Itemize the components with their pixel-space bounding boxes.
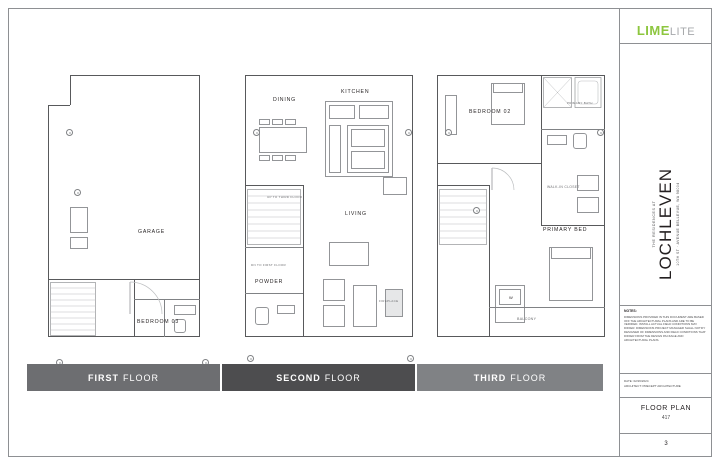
- meta-block: [624, 379, 708, 388]
- room-label-powder: POWDER: [255, 279, 284, 285]
- room-label-bedroom-03: BEDROOM 03: [137, 319, 180, 325]
- door-swing-third-floor: [491, 167, 515, 191]
- floor-bar-first: [27, 364, 220, 391]
- room-label-kitchen: KITCHEN: [341, 89, 370, 95]
- range-fixture: [329, 105, 355, 119]
- room-label-dining: DINING: [273, 97, 296, 103]
- sofa: [353, 285, 377, 327]
- rug-area: [329, 242, 369, 266]
- armchair: [323, 279, 345, 301]
- annotation-washer: W: [509, 295, 514, 300]
- room-label-living: LIVING: [345, 211, 367, 217]
- room-label-walk-in-closet: WALK-IN CLOSET: [547, 185, 580, 189]
- architect-label: ARCHITECT:: [624, 383, 642, 388]
- architect-value: PRECEPT ARCHITECTURE: [642, 383, 681, 388]
- stair-first-floor: [50, 282, 96, 336]
- date-value: 02/26/2024: [633, 379, 649, 383]
- room-label-bedroom-02: BEDROOM 02: [469, 109, 512, 115]
- floor-bar-third-light: FLOOR: [510, 372, 547, 383]
- logo-secondary-text: LITE: [669, 26, 696, 38]
- annotation-fireplace: FIREPLACE: [379, 299, 399, 303]
- vanity-fixture: [547, 135, 567, 145]
- annotation-dn-to-first: DN TO FIRST FLOOR: [251, 263, 286, 267]
- annotation-up-to-third: UP TO THIRD FLOOR: [267, 195, 303, 199]
- sheet-number: 3: [664, 441, 668, 447]
- annotation-primary-bath: PRIMARY BATH: [567, 101, 593, 105]
- floor-plans-area: [9, 9, 609, 456]
- titleblock-divider: [620, 305, 712, 306]
- first-floor-plan: [34, 67, 214, 337]
- floor-bar-second: [222, 364, 415, 391]
- logo-primary-text: LIME: [636, 23, 670, 38]
- floor-bar-first-light: FLOOR: [122, 372, 159, 383]
- room-label-garage: GARAGE: [138, 229, 165, 235]
- toilet-fixture: [255, 307, 269, 325]
- kitchen-island: [329, 125, 341, 173]
- third-floor-plan: [429, 67, 611, 337]
- notes-body: DIMENSIONS PROVIDED IN THIS DOCUMENT ARE BASED OFF THE ARCHITECTURAL PLANS AND ARE TO BE VERIFIED. INSTALL ACTUAL FIELD CONDITIONS MAY DIFFER. DIMENSIONS PROJECT MANAGER SHALL NOTIFY DESIGNER OF DIMENSIONS AND FIELD CONDITIONS THAT DIFFER FROM THE DESIGN PACKAGE AND ARCHITECTURAL PLANS.: [624, 314, 706, 343]
- project-prefix: THE RESIDENCES AT: [652, 200, 656, 248]
- toilet-fixture: [573, 133, 587, 149]
- door-swing-bedroom-03: [129, 281, 163, 315]
- titleblock-divider: [620, 373, 712, 374]
- notes-block: [624, 309, 708, 343]
- project-name-block: [620, 129, 712, 319]
- room-label-primary-bed: PRIMARY BED: [543, 227, 588, 233]
- room-label-balcony: BALCONY: [517, 317, 537, 321]
- titleblock-divider: [620, 433, 712, 434]
- floor-bar-third-bold: THIRD: [473, 372, 507, 383]
- sink-fixture: [277, 305, 295, 314]
- project-name: LOCHLEVEN: [656, 168, 675, 280]
- armchair: [323, 305, 345, 327]
- floor-bar-second-bold: SECOND: [276, 372, 321, 383]
- dining-table: [259, 127, 307, 153]
- titleblock-divider: [620, 43, 712, 44]
- project-address: 10TH ST · AVENUE BELLEVUE, WA 98004: [676, 182, 680, 266]
- stair-third-floor: [439, 189, 487, 245]
- refrigerator-fixture: [383, 177, 407, 195]
- title-block: [619, 9, 711, 456]
- company-logo: [620, 23, 712, 38]
- column-marker: [74, 189, 81, 196]
- sheet-subnumber: 417: [661, 415, 671, 421]
- floor-bar-third: [417, 364, 603, 391]
- sheet-name: FLOOR PLAN: [640, 405, 692, 412]
- floor-bar-second-light: FLOOR: [324, 372, 361, 383]
- date-label: DATE:: [624, 379, 633, 383]
- notes-heading: NOTES:: [624, 309, 637, 313]
- fireplace-fixture: [385, 289, 403, 317]
- titleblock-divider: [620, 397, 712, 398]
- floor-bar-first-bold: FIRST: [87, 372, 119, 383]
- second-floor-plan: [237, 67, 422, 337]
